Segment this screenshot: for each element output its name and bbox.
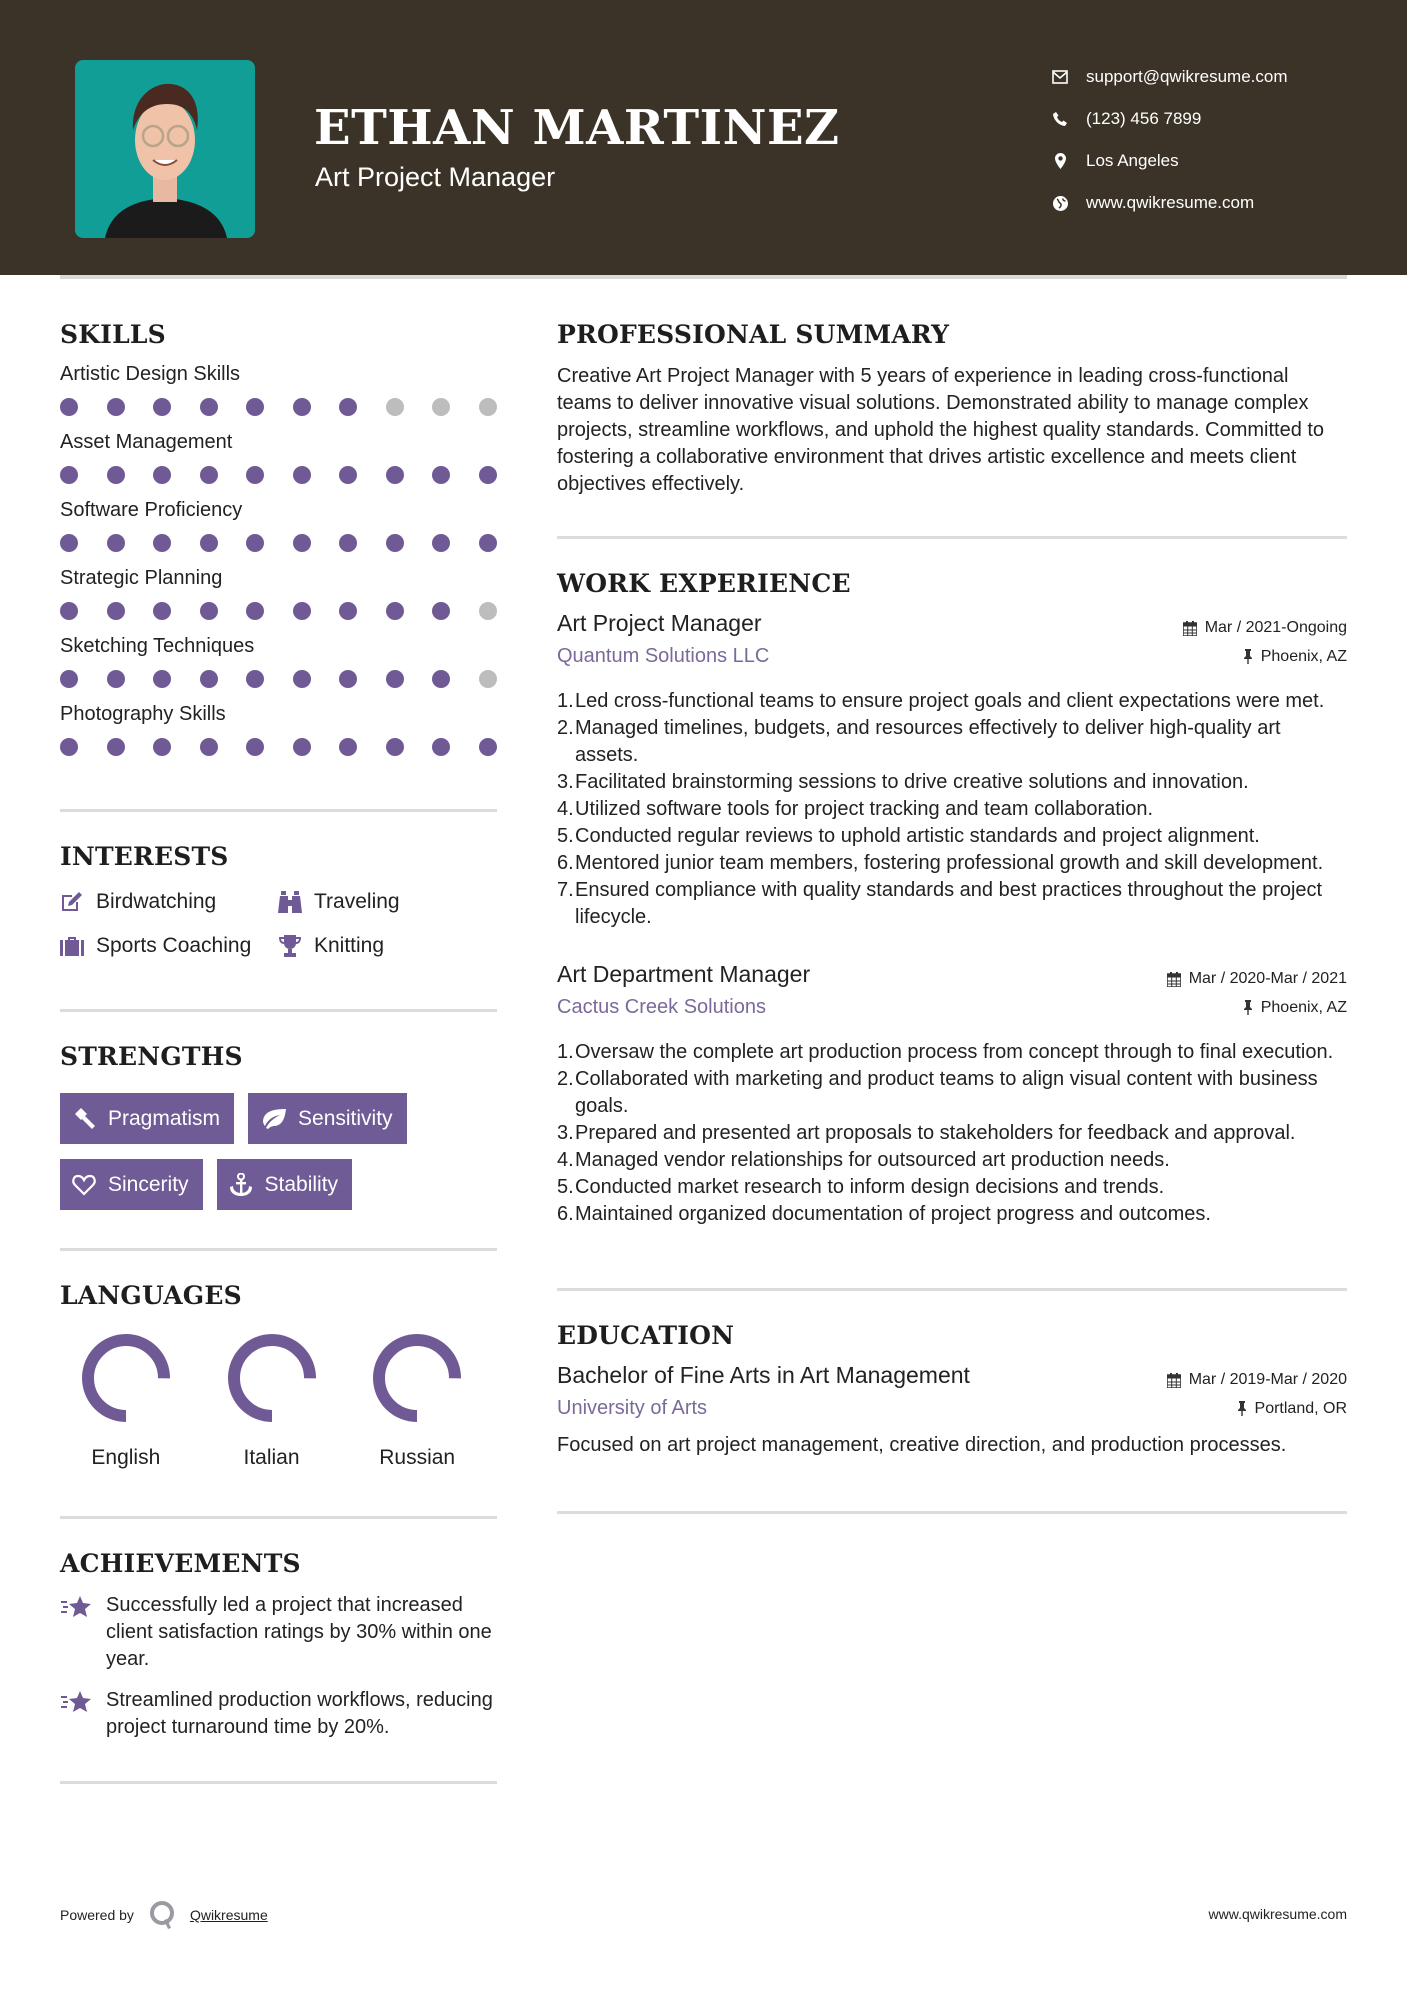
strength-badge [248,1093,407,1144]
summary-heading: PROFESSIONAL SUMMARY [557,320,950,349]
language-label: English [91,1446,161,1469]
languages-list [60,1330,497,1470]
duty-item: 4. Utilized software tools for project tracking and team collaboration. [557,796,1347,823]
interest-item [60,887,278,917]
education-date [1167,1371,1347,1389]
job-company: Cactus Creek Solutions [557,996,766,1018]
job-date [1183,619,1347,637]
binoculars-icon [278,891,302,913]
rating-dot-filled [200,534,218,552]
duty-text: Conducted regular reviews to uphold artistic standards and project alignment. [575,825,1260,847]
left-column [60,320,497,1784]
footer-website[interactable]: www.qwikresume.com [1208,1906,1347,1922]
interest-item [60,931,278,961]
rating-dot-filled [339,738,357,756]
achievement-item [60,1687,497,1741]
rating-dot-filled [432,738,450,756]
rating-dot-filled [60,738,78,756]
rating-dot-filled [153,670,171,688]
languages-heading: LANGUAGES [60,1281,242,1310]
rating-dot-filled [246,534,264,552]
person-avatar-icon [75,60,255,238]
job-role: Art Department Manager [557,961,811,987]
language-ring-icon [224,1330,320,1426]
education-description: Focused on art project management, creative direction, and production processes. [557,1434,1287,1456]
interests-list [60,887,497,961]
rating-dot-filled [386,670,404,688]
duty-item: 3. Prepared and presented art proposals to stakeholders for feedback and approval. [557,1120,1347,1147]
duty-text: Conducted market research to inform design decisions and trends. [575,1176,1165,1198]
summary-section [557,320,1347,498]
language-ring-icon [78,1330,174,1426]
contact-phone-text: (123) 456 7899 [1086,109,1202,128]
rating-dot-filled [107,602,125,620]
language-item [60,1330,206,1470]
rating-dot-filled [386,466,404,484]
skill-name: Software Proficiency [60,499,243,521]
rating-dot-filled [479,738,497,756]
pushpin-icon [1237,1401,1247,1416]
rating-dot-filled [107,466,125,484]
skill-name: Sketching Techniques [60,635,255,657]
phone-icon [1050,109,1070,129]
job-date-text: Mar / 2021-Ongoing [1204,619,1347,636]
rating-dot-filled [107,738,125,756]
language-ring-icon [369,1330,465,1426]
calendar-icon [1167,1373,1181,1388]
contact-phone[interactable] [1050,98,1288,140]
achievement-text: Streamlined production workflows, reducing project turnaround time by 20%. [106,1689,493,1738]
rating-dot-filled [153,534,171,552]
education-section [557,1321,1347,1459]
experience-heading: WORK EXPERIENCE [557,569,851,598]
rating-dot-filled [339,398,357,416]
rating-dot-filled [246,398,264,416]
rating-dot-filled [293,738,311,756]
rating-dot-filled [107,398,125,416]
powered-by-text: Powered by [60,1907,134,1923]
rating-dot-filled [153,398,171,416]
duty-item: 2. Managed timelines, budgets, and resources effectively to deliver high-quality art assets. [557,715,1347,769]
rating-dot-empty [479,398,497,416]
duty-item: 6. Maintained organized documentation of project progress and outcomes. [557,1201,1347,1228]
degree-title: Bachelor of Fine Arts in Art Management [557,1362,970,1388]
section-divider [60,1516,497,1519]
qwikresume-logo-icon [148,1900,176,1930]
resume-header [0,0,1407,275]
language-label: Italian [243,1446,300,1469]
duty-text: Facilitated brainstorming sessions to drive creative solutions and innovation. [575,771,1249,793]
interest-item [278,887,478,917]
section-divider [60,1248,497,1251]
duty-item: 7. Ensured compliance with quality standards and best practices throughout the project lifecycle. [557,877,1347,931]
candidate-title: Art Project Manager [315,162,556,192]
skill-rating [60,601,497,621]
experience-section [557,569,1347,1228]
duty-item: 2. Collaborated with marketing and product teams to align visual content with business goals. [557,1066,1347,1120]
section-divider [60,1781,497,1784]
anchor-icon [229,1173,253,1197]
job-entry [557,961,1347,1228]
rating-dot-filled [246,670,264,688]
duty-item: 4. Managed vendor relationships for outsourced art production needs. [557,1147,1347,1174]
contact-location [1050,140,1288,182]
rating-dot-filled [386,534,404,552]
strength-label: Sensitivity [298,1106,393,1130]
skill-name: Strategic Planning [60,567,223,589]
education-header [557,1362,1347,1389]
rating-dot-filled [200,398,218,416]
duty-text: Utilized software tools for project tracking and team collaboration. [575,798,1154,820]
skills-list [60,363,497,757]
duty-item: 1. Oversaw the complete art production process from concept through to final execution. [557,1039,1347,1066]
rating-dot-filled [60,670,78,688]
strengths-list [60,1093,480,1210]
contact-email[interactable] [1050,56,1288,98]
achievement-text: Successfully led a project that increased client satisfaction ratings by 30% within one year. [106,1594,492,1670]
strength-label: Stability [264,1172,339,1196]
language-item [206,1330,352,1470]
interests-section [60,842,497,961]
section-divider [60,809,497,812]
rating-dot-filled [246,602,264,620]
right-column [557,320,1347,1514]
strength-badge [217,1159,353,1210]
interest-label: Sports Coaching [96,934,252,957]
skill-name: Photography Skills [60,703,226,725]
gavel-icon [72,1108,96,1130]
skills-section [60,320,497,757]
job-date-text: Mar / 2020-Mar / 2021 [1188,970,1347,987]
duty-item: 1. Led cross-functional teams to ensure project goals and client expectations were met. [557,688,1347,715]
job-company: Quantum Solutions LLC [557,645,770,667]
language-item [351,1330,497,1470]
calendar-icon [1183,621,1197,636]
globe-icon [1050,193,1070,213]
education-location-text: Portland, OR [1254,1399,1347,1417]
interest-label: Traveling [314,890,400,913]
section-divider [557,1511,1347,1514]
duty-text: Ensured compliance with quality standards and best practices throughout the project lifecycle. [575,879,1323,928]
rating-dot-filled [107,670,125,688]
rating-dot-filled [386,602,404,620]
duty-item: 6. Mentored junior team members, fostering professional growth and skill development. [557,850,1347,877]
rating-dot-filled [153,466,171,484]
rating-dot-filled [200,466,218,484]
rating-dot-filled [293,602,311,620]
rating-dot-filled [293,534,311,552]
rating-dot-filled [60,398,78,416]
duty-text: Prepared and presented art proposals to stakeholders for feedback and approval. [575,1122,1296,1144]
star-achievement-icon [60,1689,92,1715]
rating-dot-empty [386,398,404,416]
job-location [1243,648,1347,666]
job-company-row [557,996,1347,1019]
edit-icon [60,891,84,913]
rating-dot-filled [60,534,78,552]
jobs-list [557,610,1347,1228]
duty-item: 5. Conducted market research to inform design decisions and trends. [557,1174,1347,1201]
job-location [1243,999,1347,1017]
education-school-row [557,1397,1347,1420]
envelope-icon [1050,67,1070,87]
education-date-text: Mar / 2019-Mar / 2020 [1188,1371,1347,1388]
duty-item: 3. Facilitated brainstorming sessions to drive creative solutions and innovation. [557,769,1347,796]
header-divider [60,275,1347,279]
section-divider [557,1288,1347,1291]
school-name: University of Arts [557,1397,708,1419]
duty-text: Mentored junior team members, fostering professional growth and skill development. [575,852,1324,874]
rating-dot-filled [107,534,125,552]
rating-dot-filled [60,602,78,620]
section-divider [60,1009,497,1012]
rating-dot-filled [339,534,357,552]
rating-dot-filled [339,670,357,688]
rating-dot-filled [153,738,171,756]
job-duties [557,1039,1347,1228]
contact-list [1050,56,1288,224]
rating-dot-filled [200,670,218,688]
strength-label: Sincerity [108,1172,189,1196]
interest-item [278,931,478,961]
rating-dot-empty [479,602,497,620]
rating-dot-filled [479,466,497,484]
skill-rating [60,465,497,485]
summary-text: Creative Art Project Manager with 5 years of experience in leading cross-functional teams to deliver innovative visual solutions. Demonstrated ability to manage complex projects, streamline workflows, and uphold the highest quality standards. Committed to fostering a collaborative environment that drives artistic excellence and meets client objectives effectively. [557,365,1325,495]
trophy-icon [278,935,302,957]
achievements-section [60,1549,497,1741]
rating-dot-filled [293,466,311,484]
contact-website[interactable] [1050,182,1288,224]
job-date [1167,970,1347,988]
heart-icon [72,1174,96,1196]
profile-photo [75,60,255,238]
education-location [1237,1400,1347,1418]
skill-rating [60,737,497,757]
duty-text: Led cross-functional teams to ensure project goals and client expectations were met. [575,690,1325,712]
rating-dot-filled [200,602,218,620]
rating-dot-filled [479,534,497,552]
contact-location-text: Los Angeles [1086,151,1179,170]
rating-dot-filled [246,738,264,756]
job-duties [557,688,1347,931]
languages-section [60,1281,497,1470]
strength-badge [60,1093,234,1144]
duty-text: Maintained organized documentation of project progress and outcomes. [575,1203,1211,1225]
rating-dot-filled [339,602,357,620]
rating-dot-filled [293,398,311,416]
skill-rating [60,533,497,553]
job-company-row [557,645,1347,668]
job-header [557,961,1347,988]
map-marker-icon [1050,151,1070,171]
rating-dot-filled [200,738,218,756]
duty-text: Managed timelines, budgets, and resources effectively to deliver high-quality art assets. [575,717,1281,766]
skills-heading: SKILLS [60,320,166,349]
rating-dot-filled [432,670,450,688]
job-location-text: Phoenix, AZ [1260,998,1347,1016]
job-location-text: Phoenix, AZ [1260,647,1347,665]
education-heading: EDUCATION [557,1321,735,1350]
skill-rating [60,397,497,417]
footer-powered-by [60,1900,268,1930]
calendar-icon [1167,972,1181,987]
skill-name: Asset Management [60,431,233,453]
rating-dot-filled [153,602,171,620]
rating-dot-empty [432,398,450,416]
strengths-section [60,1042,497,1210]
rating-dot-filled [339,466,357,484]
duty-text: Oversaw the complete art production process from concept through to final execution. [575,1041,1334,1063]
skill-name: Artistic Design Skills [60,363,241,385]
rating-dot-filled [432,534,450,552]
rating-dot-filled [432,602,450,620]
rating-dot-filled [386,738,404,756]
rating-dot-filled [432,466,450,484]
leaf-icon [260,1109,286,1129]
strengths-heading: STRENGTHS [60,1042,243,1071]
achievement-item [60,1592,497,1673]
rating-dot-filled [246,466,264,484]
strength-badge [60,1159,203,1210]
pushpin-icon [1243,1000,1253,1015]
duty-item: 5. Conducted regular reviews to uphold artistic standards and project alignment. [557,823,1347,850]
section-divider [557,536,1347,539]
strength-label: Pragmatism [108,1106,221,1130]
pushpin-icon [1243,649,1253,664]
star-achievement-icon [60,1594,92,1620]
interest-label: Knitting [314,934,385,957]
contact-website-text: www.qwikresume.com [1086,193,1255,212]
duty-text: Collaborated with marketing and product teams to align visual content with business goals. [575,1068,1318,1117]
duty-text: Managed vendor relationships for outsourced art production needs. [575,1149,1170,1171]
interests-heading: INTERESTS [60,842,229,871]
job-header [557,610,1347,637]
rating-dot-filled [60,466,78,484]
job-role: Art Project Manager [557,610,762,636]
language-label: Russian [379,1446,456,1469]
job-entry [557,610,1347,931]
qwikresume-link[interactable]: Qwikresume [189,1907,268,1923]
skill-rating [60,669,497,689]
achievements-heading: ACHIEVEMENTS [60,1549,301,1578]
rating-dot-filled [293,670,311,688]
suitcase-icon [60,935,84,957]
candidate-name: ETHAN MARTINEZ [314,100,840,156]
contact-email-text: support@qwikresume.com [1086,67,1288,86]
interest-label: Birdwatching [96,890,217,913]
rating-dot-empty [479,670,497,688]
